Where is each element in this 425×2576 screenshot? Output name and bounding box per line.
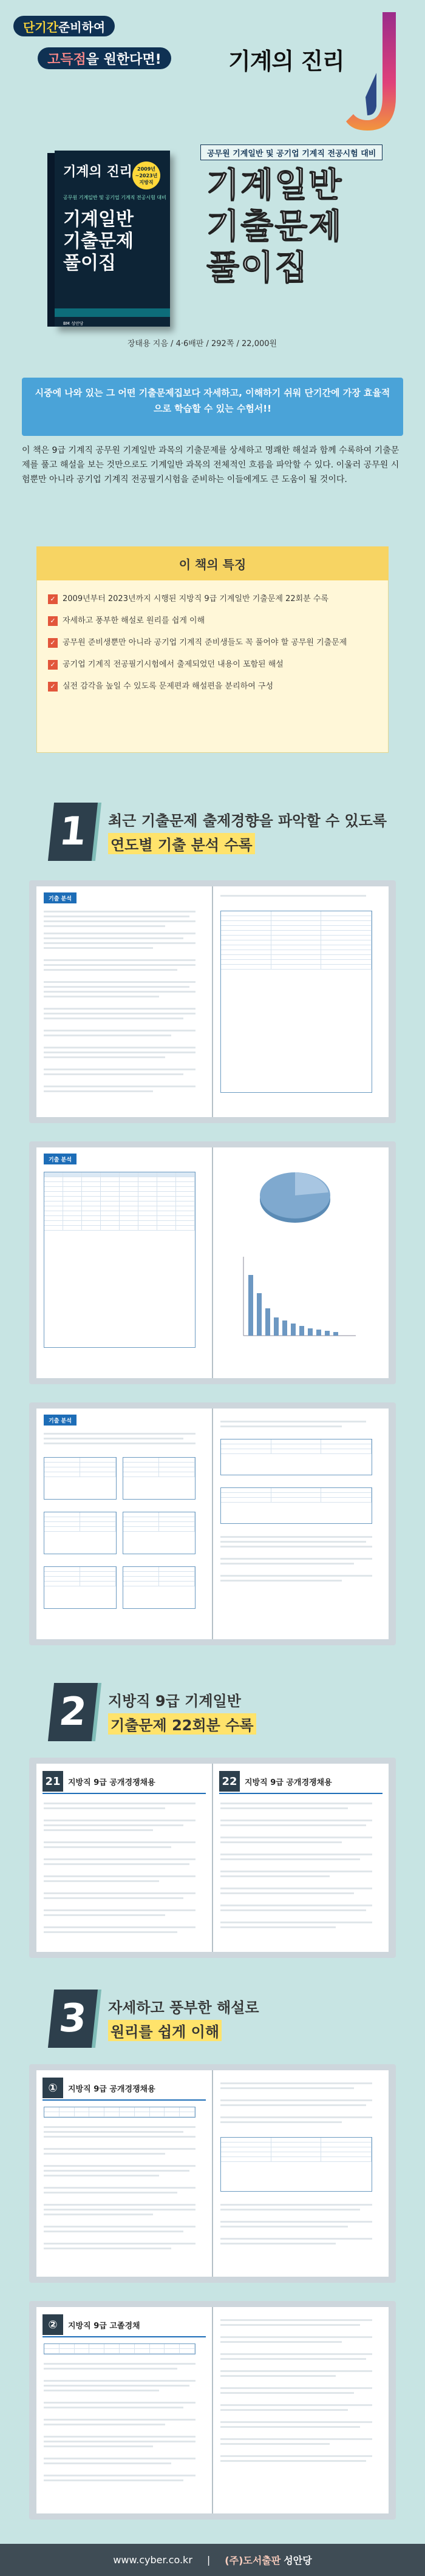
- check-icon: ✓: [48, 616, 58, 626]
- feature-text: 공무원 준비생뿐만 아니라 공기업 기계직 준비생들도 꼭 풀어야 할 공무원 기출문제: [63, 638, 347, 647]
- features-box: [36, 546, 389, 753]
- answer-title: 지방직 9급 공개경쟁채용: [68, 2084, 155, 2094]
- hero-tag-1-highlight: 단기간: [23, 19, 58, 35]
- book-cover-subtitle: 공무원 기계일반 및 공기업 기계직 전공시험 대비: [63, 195, 166, 200]
- publisher-url[interactable]: www.cyber.co.kr: [113, 2554, 192, 2566]
- book-info: 장태용 지음 / 4·6배판 / 292쪽 / 22,000원: [127, 339, 277, 348]
- analysis-table: [220, 911, 372, 1093]
- book-cover-title-1: 기계일반: [63, 209, 134, 230]
- book-cover-bar: [55, 308, 170, 317]
- publisher-brand: 성안당: [284, 2555, 312, 2566]
- book-cover-title: [63, 209, 134, 274]
- book-cover: [55, 151, 170, 327]
- answer-header: [42, 2313, 206, 2337]
- exam-number: 21: [42, 1771, 63, 1792]
- sample-page-left: [36, 886, 212, 1117]
- mini-table: [123, 1566, 195, 1609]
- section-title-rest: 수록: [219, 837, 253, 854]
- hero-subtitle-text: 공무원 기계일반 및 공기업 기계직 전공시험 대비: [207, 149, 376, 158]
- hero-tag-2-text: 을 원한다면!: [86, 52, 162, 67]
- feature-item: [48, 593, 378, 605]
- sample-page-left: [36, 1409, 212, 1639]
- footer-divider: |: [206, 2554, 211, 2566]
- sample-spread-5: [29, 2064, 396, 2283]
- section-number: 1: [48, 803, 98, 861]
- mini-table: [44, 1512, 117, 1554]
- intro-highlight: 시중에 나와 있는 그 어떤 기출문제집보다 자세하고, 이해하기 쉬워 단기간에 가장 효율적으로 학습할 수 있는 수험서!!: [22, 378, 403, 436]
- section-title-line2: [108, 1713, 256, 1735]
- check-icon: ✓: [48, 660, 58, 670]
- book-cover-publisher: BM 성안당: [63, 321, 84, 326]
- check-icon: ✓: [48, 682, 58, 692]
- intro: [0, 364, 425, 546]
- mini-table: [44, 1566, 117, 1609]
- book-cover-title-2: 기출문제: [63, 231, 134, 252]
- section-title-line1: 최근 기출문제 출제경향을 파악할 수 있도록: [108, 812, 387, 829]
- exam-title: 지방직 9급 공개경쟁채용: [245, 1778, 332, 1787]
- section-title-line1: 지방직 9급 기계일반: [108, 1693, 241, 1710]
- feature-item: [48, 681, 378, 693]
- page-section-tag: 기출 분석: [44, 892, 76, 903]
- exam-title: 지방직 9급 공개경쟁채용: [68, 1778, 155, 1787]
- sample-page-right: [212, 1409, 389, 1639]
- sample-page-left: [36, 2070, 212, 2277]
- book-cover-badge: 2009년~2023년 지방직: [132, 161, 160, 189]
- sample-page-left: [36, 1764, 212, 1952]
- sample-page-right: [212, 2070, 389, 2277]
- publisher-prefix: (주)도서출판: [225, 2555, 281, 2566]
- bar-graphic: [237, 1251, 359, 1342]
- feature-item: [48, 659, 378, 671]
- sample-spread-6: [29, 2301, 396, 2520]
- answer-number-icon: ②: [42, 2314, 63, 2335]
- exam-number: 22: [219, 1771, 240, 1792]
- feature-text: 2009년부터 2023년까지 시행된 지방직 9급 기계일반 기출문제 22회분 수록: [63, 594, 328, 603]
- book-cover-title-3: 풀이집: [63, 253, 116, 274]
- hero-subtitle-label: [200, 144, 382, 160]
- exam-header: [42, 1770, 206, 1794]
- sample-page-right: [212, 2307, 389, 2513]
- features-title: 이 책의 특징: [36, 546, 389, 580]
- hero-main-title-3: 풀이집: [206, 248, 309, 288]
- hero-tag-2: [38, 47, 171, 69]
- pie-graphic: [256, 1162, 335, 1229]
- feature-item: [48, 615, 378, 627]
- intro-body: 이 책은 9급 기계직 공무원 기계일반 과목의 기출문제를 상세하고 명쾌한 해설과 함께 수록하여 기출문제를 풀고 해설을 보는 것만으로도 기계일반 과목의 전체적인 흐름을 파악할 수 있다. 이울러 공무원 시험뿐만 아니라 공기업 기계직 전공필기시험을 준비하는 이들에게도 큰 도움이 될 것이다.: [22, 446, 399, 484]
- series-title: 기계의 진리: [228, 48, 344, 75]
- mini-table: [220, 1487, 372, 1524]
- mini-table: [123, 1512, 195, 1554]
- section-title-highlight: 연도별 기출 분석: [110, 837, 219, 854]
- analysis-grid-table: [44, 1172, 195, 1348]
- answer-number-icon: ①: [42, 2078, 63, 2098]
- hero-main-title: [206, 165, 342, 289]
- hero-main-title-2: 기출문제: [206, 207, 343, 246]
- section-title-line2: [108, 833, 255, 854]
- hero-tag-1: [13, 16, 115, 36]
- section-title-line1: 자세하고 풍부한 해설로: [108, 1999, 259, 2016]
- sample-page-right: [212, 1764, 389, 1952]
- hero-main-title-1: 기계일반: [206, 166, 343, 205]
- section-2-header: [0, 1676, 425, 1755]
- sample-spread-4: [29, 1758, 396, 1958]
- series-logo-icon: [340, 6, 407, 140]
- section-title-highlight: 기출문제 22회분: [110, 1717, 220, 1734]
- section-number: 3: [48, 1990, 98, 2048]
- section-title-rest: 수록: [220, 1717, 254, 1734]
- check-icon: ✓: [48, 594, 58, 604]
- answer-title: 지방직 9급 고졸경채: [68, 2321, 140, 2331]
- exam-header: [219, 1770, 382, 1794]
- sample-spread-1: [29, 880, 396, 1123]
- explanation-table: [220, 2137, 372, 2192]
- mini-table: [220, 1439, 372, 1475]
- sample-page-right: [212, 886, 389, 1117]
- hero-tag-2-highlight: 고득점: [47, 52, 86, 67]
- section-title-line2: [108, 2020, 222, 2041]
- hero-tag-1-text: 준비하여: [58, 19, 106, 35]
- feature-text: 실전 감각을 높일 수 있도록 문제편과 해설편을 분리하여 구성: [63, 682, 274, 691]
- sample-spread-2: [29, 1141, 396, 1384]
- mini-table: [44, 1457, 117, 1500]
- mini-table: [123, 1457, 195, 1500]
- answer-header: [42, 2076, 206, 2101]
- book-spine: [47, 153, 55, 327]
- sample-page-right: [212, 1147, 389, 1378]
- feature-text: 공기업 기계직 전공필기시험에서 출제되었던 내용이 포함된 해설: [63, 660, 284, 669]
- answer-key-table: [44, 2343, 195, 2354]
- section-1-header: [0, 795, 425, 874]
- book-cover-series: 기계의 진리: [63, 165, 132, 180]
- feature-item: [48, 637, 378, 649]
- page-section-tag: 기출 분석: [44, 1415, 76, 1426]
- sample-page-left: [36, 1147, 212, 1378]
- section-number: 2: [48, 1683, 98, 1741]
- sample-page-left: [36, 2307, 212, 2513]
- features-list: [48, 593, 378, 702]
- feature-text: 자세하고 풍부한 해설로 원리를 쉽게 이해: [63, 616, 205, 625]
- hero: [0, 0, 425, 364]
- footer: [0, 2544, 425, 2576]
- publisher-label: [225, 2553, 311, 2567]
- section-3-header: [0, 1982, 425, 2061]
- answer-key-table: [44, 2107, 195, 2118]
- sample-spread-3: [29, 1402, 396, 1645]
- check-icon: ✓: [48, 638, 58, 648]
- section-title-highlight: 원리를 쉽게 이해: [110, 2024, 219, 2041]
- page-section-tag: 기출 분석: [44, 1154, 76, 1164]
